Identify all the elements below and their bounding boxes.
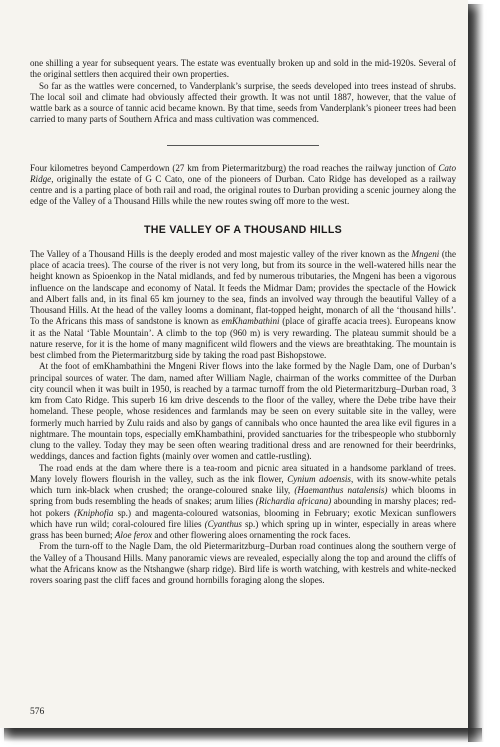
italic-term: Aloe ferox xyxy=(114,530,153,540)
paragraph: So far as the wattles were concerned, to Vanderplank’s surprise, the seeds developed into trees instead of shrubs. The local soil and climate had obviously affected their growth. It was not until 1887, however, that the value of wattle bark as a source of tannic acid became known. By that time, seeds from Vanderplank’s pioneer trees had been carried to many parts of Southern Africa and mass cultivation was commenced. xyxy=(30,80,456,125)
paragraph: At the foot of emKhambathini the Mngeni River flows into the lake formed by the Nagle Dam, one of Durban’s principal sources of water. The dam, named after William Nagle, chairman of the works committee of the Durban city council when it was built in 1950, is reached by a tarmac turnoff from the old Pietermaritzburg–Durban road, 3 km from Cato Ridge. This superb 16 km drive descends to the floor of the valley, where the Debe tribe have their homeland. These people, whose residences and farmlands may be seen on every suitable site in the valley, were formerly much harried by Zulu raids and also by gangs of cannibals who once haunted the area like evil figures in a nightmare. The mountain tops, especially emKhambathini, provided sanctuaries for the tribespeople who stubbornly clung to the valley. Today they may be seen often wearing traditional dress and are renowned for their beerdrinks, weddings, dances and faction fights (mainly over women and cattle-rustling). xyxy=(30,361,456,462)
page-shadow-bottom xyxy=(4,728,482,742)
italic-term: Cato Ridge xyxy=(30,162,456,184)
italic-term: (Cyanthus xyxy=(204,518,242,529)
text-run: Four kilometres beyond Camperdown (27 km from Pietermaritzburg) the road reaches the railway junction of xyxy=(30,162,439,173)
paragraph xyxy=(30,249,456,362)
text-run: (place of giraffe acacia trees). Europeans know it as the Natal ‘Table Mountain’. A climb to the top (960 m) is very rewarding. The plateau summit should be a nature reserve, for it is the home of many magnificent wild flowers and the views are breathtaking. The mountain is best climbed from the Pietermaritzburg side by taking the road past Bishopstowe. xyxy=(30,316,456,360)
text-run: sp.) which spring up in winter, especially in areas where grass has been burned; xyxy=(30,518,456,540)
page-number: 576 xyxy=(30,707,45,717)
text-run: (the place of acacia trees). The course of the river is not very long, but from its source in the well-watered hills near the height known as Spioenkop in the Natal midlands, and fed by numerous tributaries, the Mngeni has been a vigorous influence on the landscape and economy of Natal. It feeds the Midmar Dam; provides the spectacle of the Howick and Albert falls and, in its final 65 km journey to the sea, finds an involved way through the beautiful Valley of a Thousand Hills. At the head of the valley looms a dominant, flat-topped height, monarch of all the ‘thousand hills’. To the Africans this mass of sandstone is known as xyxy=(30,248,456,327)
paragraph: From the turn-off to the Nagle Dam, the old Pietermaritzburg–Durban road continues along the southern verge of the Valley of a Thousand Hills. Many panoramic views are revealed, especially along the top and around the cliffs of what the Africans know as the Ntshangwe (sharp ridge). Bird life is worth watching, with kestrels and white-necked rovers soaring past the cliff faces and ground hornbills foraging along the slopes. xyxy=(30,541,456,585)
paragraph: one shilling a year for subsequent years. The estate was eventually broken up and sold in the mid-1920s. Several of the original settlers then acquired their own properties. xyxy=(30,58,456,80)
italic-term: (Kniphofia xyxy=(74,507,114,518)
text-run: , originally the estate of G C Cato, one of the pioneers of Durban. Cato Ridge has developed as a railway centre and is a parting place of both rail and road, the original routes to Durban providing a scenic journey along the edge of the Valley of a Thousand Hills while the new routes swing off more to the west. xyxy=(30,173,456,207)
text-run: which blooms in spring from buds resembling the heads of snakes; arum lilies xyxy=(30,485,456,507)
italic-term: (Haemanthus natalensis) xyxy=(294,485,388,495)
italic-term: emKhambathini xyxy=(221,316,280,327)
text-run: abounding in marshy places; red-hot pokers xyxy=(30,496,456,518)
text-run: The road ends at the dam where there is a tea-room and picnic area situated in a handsome parkland of trees. Many lovely flowers flourish in the valley, such as the ink flower, xyxy=(30,462,456,484)
text-run: , with its snow-white petals which turn ink-black when crushed; the orange-coloured snake lily, xyxy=(30,473,456,495)
paragraph xyxy=(30,163,456,208)
page-shadow-right xyxy=(468,4,484,742)
text-run: and other flowering aloes ornamenting the rock faces. xyxy=(152,530,351,540)
paragraph xyxy=(30,463,456,542)
italic-term: Cynium adoensis xyxy=(287,473,351,484)
section-divider xyxy=(167,145,319,146)
italic-term: Mngeni xyxy=(411,248,440,259)
text-run: sp.) and magenta-coloured watsonias, blooming in February; exotic Mexican sunflowers which have run wild; coral-coloured fire lilies xyxy=(30,507,456,529)
page-body xyxy=(30,58,456,586)
text-run: The Valley of a Thousand Hills is the deeply eroded and most majestic valley of the river known as the xyxy=(30,248,412,259)
italic-term: (Richardia africana) xyxy=(255,496,332,507)
section-heading: THE VALLEY OF A THOUSAND HILLS xyxy=(144,223,342,236)
